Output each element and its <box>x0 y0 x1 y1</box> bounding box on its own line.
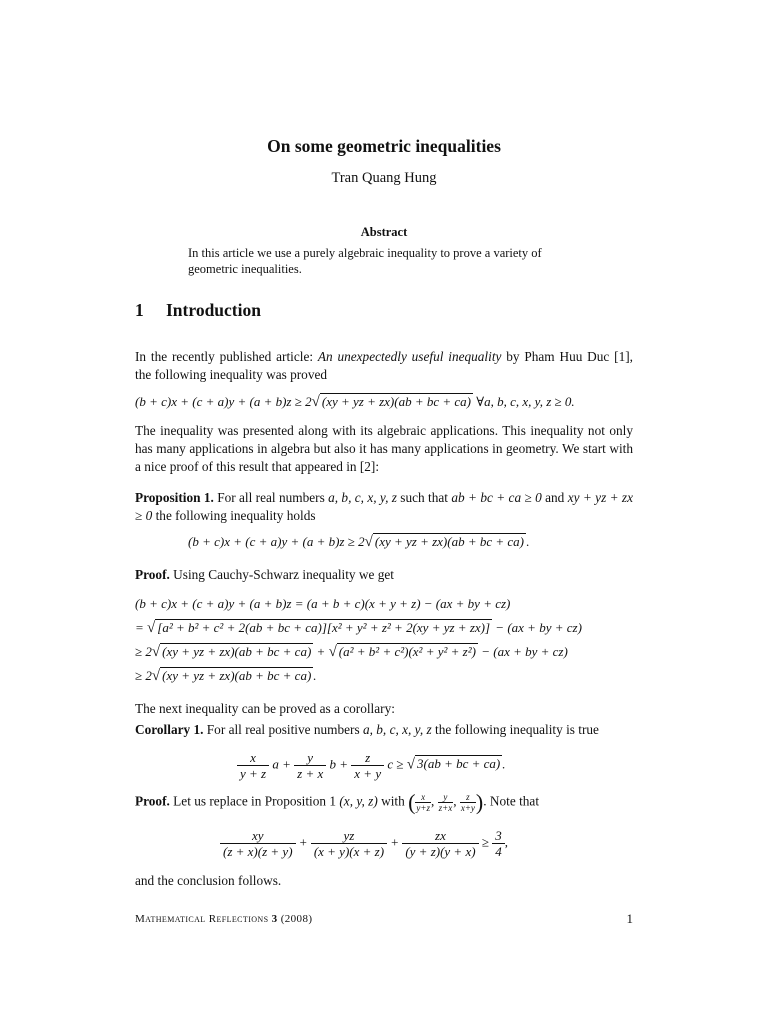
proof-2-intro: Proof. Let us replace in Proposition 1 (x, y, z) with ( $\frac{x}{y+z}$ , $\frac{y}{z+x}$ , $\frac{z}{x+y}$ ). Note that <box>135 789 540 815</box>
author-name: Tran Quang Hung <box>331 170 437 186</box>
proof-1-line-2: = √ [a² + b² + c² + 2(ab + bc + ca)][x² + y² + z² + 2(xy + yz + zx)] − (ax + by + cz) <box>135 620 582 636</box>
proof-1-line-4: ≥ 2√ (xy + yz + zx)(ab + bc + ca) . <box>135 668 317 684</box>
fraction: $\frac{y}{z + x}$ <box>294 750 326 781</box>
section-number: 1 <box>135 300 144 320</box>
corollary-intro: The next inequality can be proved as a corollary: <box>135 701 395 716</box>
corollary-label: Corollary 1. <box>135 722 204 737</box>
proposition-label: Proposition 1. <box>135 490 214 505</box>
radicand: (xy + yz + zx)(ab + bc + ca) <box>321 394 472 409</box>
cited-article-title: An unexpectedly useful inequality <box>317 349 502 364</box>
proof-label: Proof. <box>135 567 170 582</box>
proof-1-intro: Proof. Using Cauchy-Schwarz inequality we get <box>135 567 394 582</box>
fraction: $\frac{x}{y + z}$ <box>237 750 269 781</box>
proposition-equation: (b + c)x + (c + a)y + (a + b)z ≥ 2√ (xy + yz + zx)(ab + bc + ca) . <box>188 534 530 550</box>
section-title: Introduction <box>166 300 261 320</box>
proof-2-equation: $\frac{xy}{(z + x)(z + y)}$ + $\frac{yz}{(x + y)(x + z)}$ + $\frac{zx}{(y + z)(y + x)}$ ≥ $\frac{3}{4}$ , <box>220 828 508 859</box>
intro-paragraph-2: The inequality was presented along with its algebraic applications. This inequality not only has many applications in algebra but also it has many applications in geometry. We start with a nice proof of this result that appeared in [2]: <box>135 423 633 474</box>
corollary-1: Corollary 1. For all real positive numbers a, b, c, x, y, z the following inequality is true <box>135 722 599 737</box>
proof-1-line-1: (b + c)x + (c + a)y + (a + b)z = (a + b + c)(x + y + z) − (ax + by + cz) <box>135 596 511 611</box>
proof-label: Proof. <box>135 793 170 809</box>
proposition-1: Proposition 1. For all real numbers a, b, c, x, y, z such that ab + bc + ca ≥ 0 and xy + yz + zx ≥ 0 the following inequality holds <box>135 490 634 523</box>
intro-paragraph-1: In the recently published article: An unexpectedly useful inequality by Pham Huu Duc [1], the following inequality was proved <box>135 349 633 382</box>
abstract-text: In this article we use a purely algebraic inequality to prove a variety of geometric inequalities. <box>188 246 542 276</box>
conclusion-text: and the conclusion follows. <box>135 873 282 888</box>
equation-1: (b + c)x + (c + a)y + (a + b)z ≥ 2√ (xy + yz + zx)(ab + bc + ca) ∀a, b, c, x, y, z ≥ 0. <box>135 394 575 410</box>
corollary-equation: $\frac{x}{y + z}$ a + $\frac{y}{z + x}$ b + $\frac{z}{x + y}$ c ≥ √ 3(ab + bc + ca) . <box>237 750 505 781</box>
proof-1-line-3: ≥ 2√ (xy + yz + zx)(ab + bc + ca) + √ (a² + b² + c²)(x² + y² + z²) − (ax + by + cz) <box>135 644 568 660</box>
abstract-heading: Abstract <box>360 225 408 239</box>
fraction: $\frac{z}{x + y}$ <box>351 750 384 781</box>
section-heading <box>135 300 261 321</box>
paper-title: On some geometric inequalities <box>267 136 501 156</box>
footer-journal: Mathematical Reflections 3 (2008) <box>135 913 313 925</box>
page-number: 1 <box>626 911 633 926</box>
